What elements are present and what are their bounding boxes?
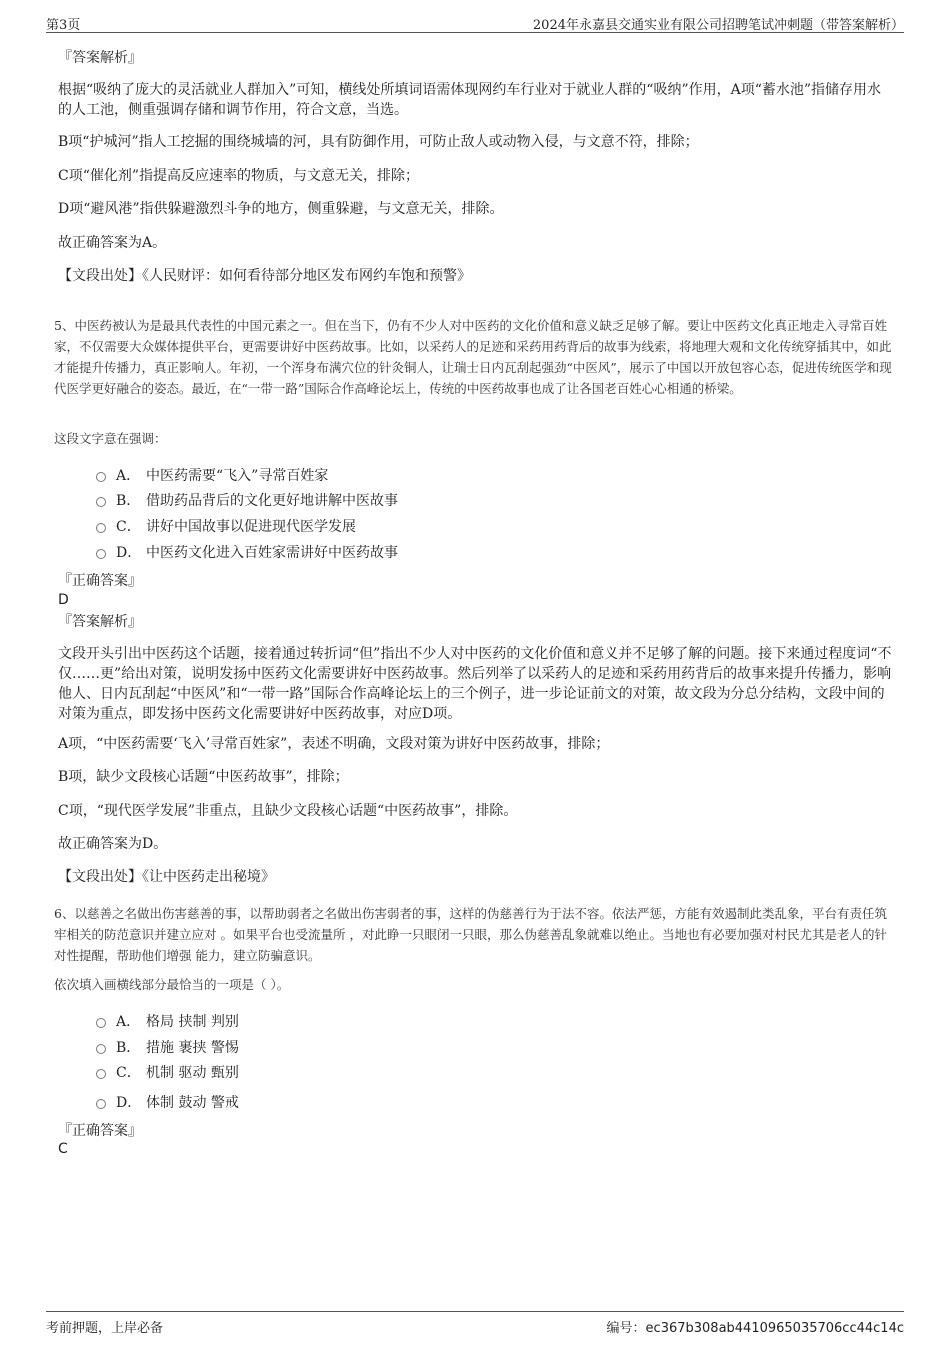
q5-analysis-p1: 文段开头引出中医药这个话题，接着通过转折词“但”指出不少人对中医药的文化价值和意义并不足够了解的问题。接下来通过程度词“不仅……更”给出对策，说明发扬中医药文化需要讲好中医药故事。然后列举了以采药人的足迹和采药用药背后的故事来提升传播力，影响他人、日内瓦刮起“中医风”和“一带一路”国际合作高峰论坛上的三个例子，进一步论证前文的对策，故文段为分总分结构，文段中间的对策为重点，即发扬中医药文化需要讲好中医药故事，对应D项。	[58, 646, 892, 722]
radio-icon[interactable]	[96, 1044, 106, 1054]
radio-icon[interactable]	[96, 1069, 106, 1079]
q5-option-d[interactable]: D． 中医药文化进入百姓家需讲好中医药故事	[96, 543, 398, 563]
q5-analysis-p4: C项，“现代医学发展”非重点，且缺少文段核心话题“中医药故事”，排除。	[58, 803, 518, 819]
q6-answer: C	[58, 1141, 68, 1157]
q5-analysis-p3: B项，缺少文段核心话题“中医药故事”，排除；	[58, 769, 349, 785]
q5-analysis-title: 『答案解析』	[58, 614, 142, 630]
code-label: 编号：	[606, 1321, 646, 1336]
q4-source: 【文段出处】《人民财评：如何看待部分地区发布网约车饱和预警》	[58, 268, 471, 284]
page-footer	[46, 1311, 904, 1336]
q4-analysis-p2: B项“护城河”指人工挖掘的围绕城墙的河，具有防御作用，可防止敌人或动物入侵，与文意不符，排除；	[58, 134, 699, 150]
q5-answer: D	[58, 592, 69, 608]
q5-prompt: 这段文字意在强调：	[54, 431, 167, 446]
radio-icon[interactable]	[96, 1099, 106, 1109]
radio-icon[interactable]	[96, 497, 106, 507]
q5-source: 【文段出处】《让中医药走出秘境》	[58, 869, 275, 885]
radio-icon[interactable]	[96, 472, 106, 482]
q4-analysis-p3: C项“催化剂”指提高反应速率的物质，与文意无关，排除；	[58, 168, 420, 184]
page-header	[46, 10, 904, 33]
q5-option-b[interactable]: B． 借助药品背后的文化更好地讲解中医故事	[96, 491, 398, 511]
q6-option-a[interactable]: A． 格局 挟制 判别	[96, 1012, 239, 1032]
q5-answer-title: 『正确答案』	[58, 573, 142, 589]
q5-option-a[interactable]: A． 中医药需要“飞入”寻常百姓家	[96, 466, 328, 486]
footer-slogan: 考前押题，上岸必备	[46, 1321, 164, 1336]
q5-analysis-p2: A项，“中医药需要‘飞入’寻常百姓家”，表述不明确，文段对策为讲好中医药故事，排除；	[58, 736, 610, 752]
radio-icon[interactable]	[96, 549, 106, 559]
q5-conclusion: 故正确答案为D。	[58, 836, 168, 852]
q4-conclusion: 故正确答案为A。	[58, 235, 167, 251]
radio-icon[interactable]	[96, 1018, 106, 1028]
q5-option-c[interactable]: C． 讲好中国故事以促进现代医学发展	[96, 517, 356, 537]
q6-option-c[interactable]: C． 机制 驱动 甄别	[96, 1063, 239, 1083]
q6-option-b[interactable]: B． 措施 裹挟 警惕	[96, 1038, 239, 1058]
page-number: 第3页	[46, 18, 81, 33]
code-value: ec367b308ab4410965035706cc44c14c	[645, 1321, 904, 1336]
q6-answer-title: 『正确答案』	[58, 1123, 142, 1139]
q5-question: 5、中医药被认为是最具代表性的中国元素之一。但在当下，仍有不少人对中医药的文化价值和意义缺乏足够了解。要让中医药文化真正地走入寻常百姓家，不仅需要大众媒体提供平台，更需要讲好中医药故事。比如，以采药人的足迹和采药用药背后的故事为线索，将地理大观和文化传统穿插其中，如此才能提升传播力，真正影响人。年初，一个浑身布满穴位的针灸铜人，让瑞士日内瓦刮起强劲“中医风”，展示了中国以开放包容心态，促进传统医学和现代医学更好融合的姿态。最近，在“一带一路”国际合作高峰论坛上，传统的中医药故事也成了让各国老百姓心心相通的桥梁。	[54, 318, 892, 396]
q4-analysis-p1: 根据“吸纳了庞大的灵活就业人群加入”可知，横线处所填词语需体现网约车行业对于就业人群的“吸纳”作用，A项“蓄水池”指储存用水的人工池，侧重强调存储和调节作用，符合文意，当选。	[58, 82, 882, 118]
q6-question: 6、以慈善之名做出伤害慈善的事，以帮助弱者之名做出伤害弱者的事，这样的伪慈善行为于法不容。依法严惩，方能有效遏制此类乱象，平台有责任筑牢相关的防范意识并建立应对 。如果平台也受流量所 ，对此睁一只眼闭一只眼，那么伪慈善乱象就难以绝止。当地也有必要加强对村民尤其是老人的针对性提醒，帮助他们增强 能力，建立防骗意识。	[54, 906, 887, 963]
q6-option-d[interactable]: D． 体制 鼓动 警戒	[96, 1093, 239, 1113]
q4-analysis-title: 『答案解析』	[58, 50, 142, 66]
radio-icon[interactable]	[96, 523, 106, 533]
q6-prompt: 依次填入画横线部分最恰当的一项是（ ）。	[54, 977, 290, 992]
document-title: 2024年永嘉县交通实业有限公司招聘笔试冲刺题（带答案解析）	[532, 18, 904, 33]
q4-analysis-p4: D项“避风港”指供躲避激烈斗争的地方，侧重躲避，与文意无关，排除。	[58, 201, 504, 217]
document-code	[607, 1317, 904, 1336]
